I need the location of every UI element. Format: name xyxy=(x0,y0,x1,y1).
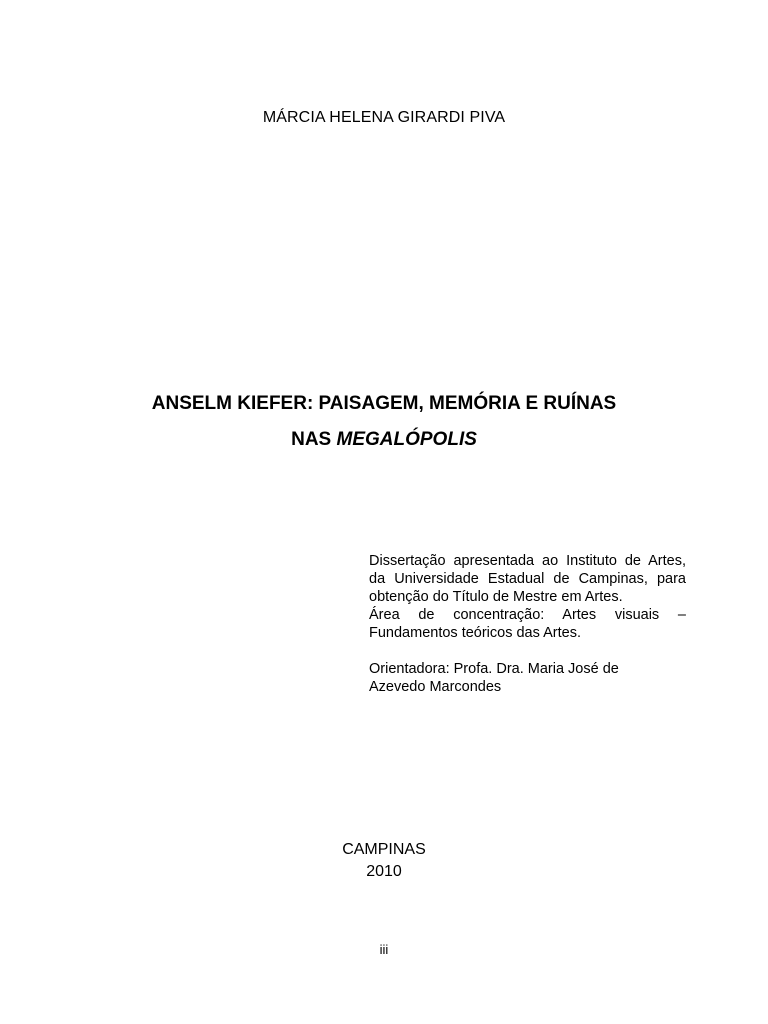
title-line-1: ANSELM KIEFER: PAISAGEM, MEMÓRIA E RUÍNAS xyxy=(151,393,617,414)
description-line-3: obtenção do Título de Mestre em Artes. xyxy=(369,589,623,605)
place-and-date xyxy=(0,839,768,883)
city-name: CAMPINAS xyxy=(342,841,426,858)
description-paragraph xyxy=(369,552,686,642)
advisor-paragraph xyxy=(369,660,686,696)
page-number: iii xyxy=(379,942,389,957)
advisor-line-1: Orientadora: Profa. Dra. Maria José de xyxy=(369,661,619,677)
advisor-line-2: Azevedo Marcondes xyxy=(369,679,502,695)
title-line-2-italic: MEGALÓPOLIS xyxy=(336,429,477,450)
description-line-4: Área de concentração: Artes visuais – xyxy=(369,607,686,623)
description-line-2: da Universidade Estadual de Campinas, para xyxy=(369,571,686,587)
title-line-2 xyxy=(0,422,768,458)
dissertation-title xyxy=(0,386,768,458)
title-line-2-prefix: NAS xyxy=(291,429,337,450)
description-line-5: Fundamentos teóricos das Artes. xyxy=(369,625,581,641)
author-name: MÁRCIA HELENA GIRARDI PIVA xyxy=(262,109,506,126)
dissertation-description xyxy=(369,552,686,696)
description-line-1: Dissertação apresentada ao Instituto de Artes, xyxy=(369,553,686,569)
year: 2010 xyxy=(366,863,402,880)
